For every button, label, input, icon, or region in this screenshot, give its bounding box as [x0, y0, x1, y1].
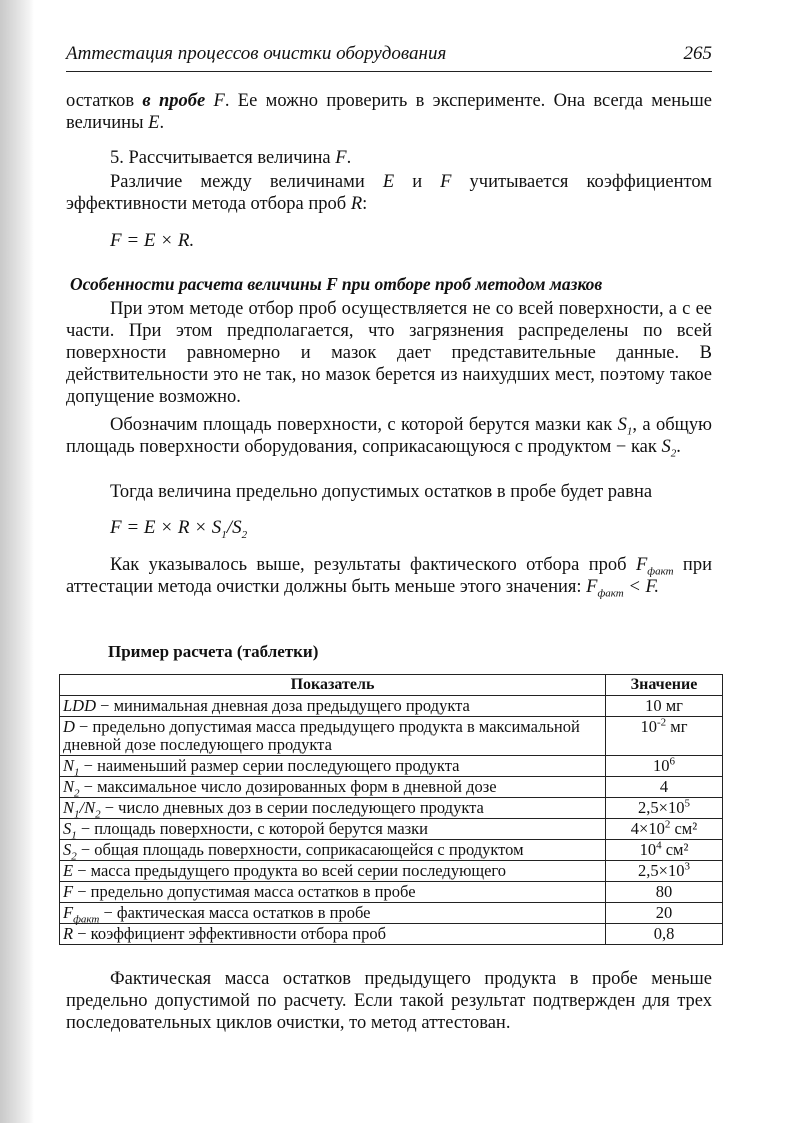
value-cell: $10^{-2}$ мг [606, 717, 723, 756]
running-header [66, 43, 712, 72]
table-header-row [60, 675, 723, 696]
table-row [60, 756, 723, 777]
value-cell: $4\times 10^2$ см² [606, 819, 723, 840]
table-row [60, 903, 723, 924]
value-cell: 4 [606, 777, 723, 798]
paragraph-limit-statement: Тогда величина предельно допустимых остатков в пробе будет равна [110, 482, 653, 502]
paragraph-step-5: 5. Рассчитывается величина F. [110, 148, 352, 168]
page-gutter-shadow [0, 0, 34, 1123]
paragraph-swab-method: При этом методе отбор проб осуществляется не со всей поверхности, а с ее части. При этом предполагается, что загрязнения распределены по всей поверхности равномерно и мазок дает представительные данные. В действительности это не так, но мазок берется из наихудших мест, поэтому такое допущение возможно. [66, 299, 712, 407]
paragraph-residue-in-sample: остатков в пробе F. Ее можно проверить в эксперименте. Она всегда меньше величины E. [66, 91, 712, 133]
indicator-cell: $F_{факт}$ − фактическая масса остатков в пробе [60, 903, 606, 924]
calculation-example-table [59, 674, 723, 945]
value-cell: 80 [606, 882, 723, 903]
section-subheading: Особенности расчета величины F при отборе проб методом мазков [70, 274, 603, 294]
indicator-cell: $N_1$ − наименьший размер серии последующего продукта [60, 756, 606, 777]
indicator-cell: $S_1$ − площадь поверхности, с которой берутся мазки [60, 819, 606, 840]
paragraph-efficiency-coefficient: Различие между величинами E и F учитывается коэффициентом эффективности метода отбора проб R: [66, 172, 712, 214]
indicator-cell: LDD − минимальная дневная доза предыдущего продукта [60, 696, 606, 717]
table-row [60, 798, 723, 819]
indicator-cell: E − масса предыдущего продукта во всей серии последующего [60, 861, 606, 882]
table-row [60, 696, 723, 717]
paragraph-surface-areas: Обозначим площадь поверхности, с которой берутся мазки как $S_1$, а общую площадь поверхности оборудования, соприкасающуюся с продуктом − как $S_2$. [66, 415, 712, 460]
column-header-indicator: Показатель [60, 675, 606, 696]
formula-f-equals-e-times-r: F = E × R. [110, 230, 195, 251]
value-cell: $10^6$ [606, 756, 723, 777]
value-cell: $2,5\times 10^5$ [606, 798, 723, 819]
value-cell: 0,8 [606, 924, 723, 945]
formula-f-with-areas: $F = E \times R \times S_1/S_2$ [110, 517, 248, 541]
indicator-cell: $N_1/N_2$ − число дневных доз в серии последующего продукта [60, 798, 606, 819]
column-header-value: Значение [606, 675, 723, 696]
table-row [60, 819, 723, 840]
indicator-cell: $N_2$ − максимальное число дозированных форм в дневной дозе [60, 777, 606, 798]
paragraph-actual-sampling: Как указывалось выше, результаты фактического отбора проб $F_{факт}$ при аттестации метода очистки должны быть меньше этого значения: $F_{факт} < F$. [66, 555, 712, 600]
page-number: 265 [683, 43, 712, 64]
header-title: Аттестация процессов очистки оборудования [66, 43, 447, 64]
table-caption: Пример расчета (таблетки) [108, 642, 319, 661]
value-cell: $2,5\times 10^3$ [606, 861, 723, 882]
table-row [60, 777, 723, 798]
indicator-cell: F − предельно допустимая масса остатков в пробе [60, 882, 606, 903]
table-row [60, 882, 723, 903]
value-cell: 10 мг [606, 696, 723, 717]
table-row [60, 861, 723, 882]
indicator-cell: D − предельно допустимая масса предыдущего продукта в максимальной дневной дозе последующего продукта [60, 717, 606, 756]
indicator-cell: R − коэффициент эффективности отбора проб [60, 924, 606, 945]
paragraph-conclusion: Фактическая масса остатков предыдущего продукта в пробе меньше предельно допустимой по расчету. Если такой результат подтвержден для трех последовательных циклов очистки, то метод аттестован. [66, 969, 712, 1033]
value-cell: 20 [606, 903, 723, 924]
table-row [60, 840, 723, 861]
table-body [60, 696, 723, 945]
value-cell: $10^4$ см² [606, 840, 723, 861]
indicator-cell: $S_2$ − общая площадь поверхности, соприкасающейся с продуктом [60, 840, 606, 861]
table-row [60, 717, 723, 756]
table-row [60, 924, 723, 945]
